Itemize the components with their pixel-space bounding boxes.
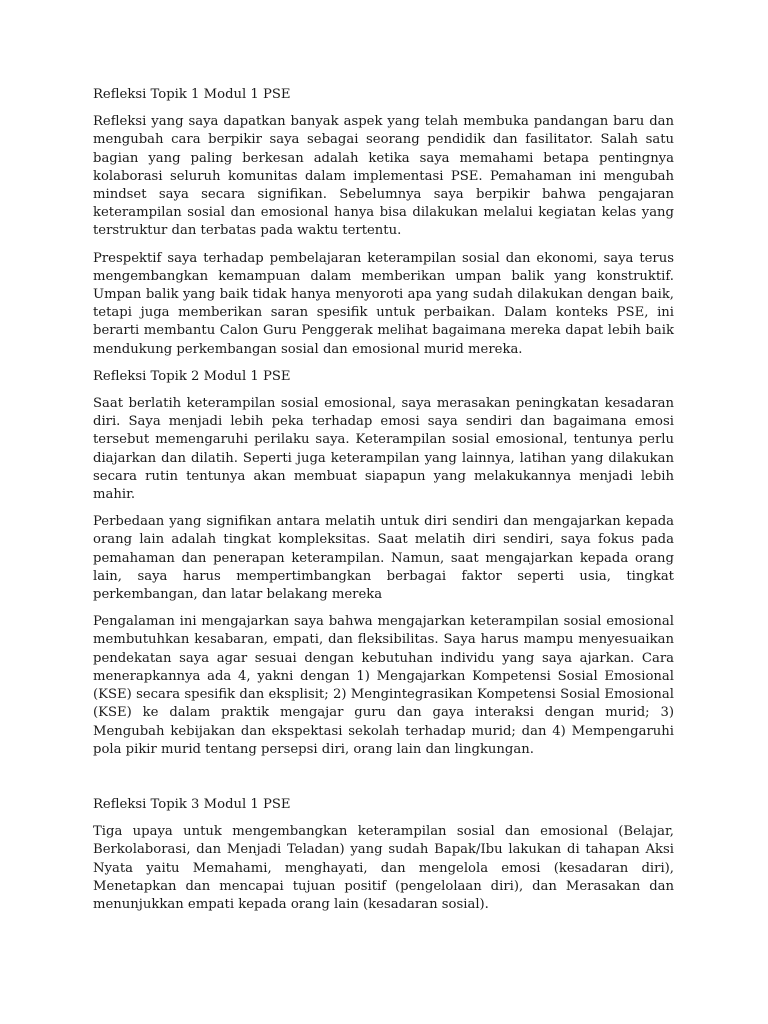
paragraph: Perbedaan yang signifikan antara melatih untuk diri sendiri dan mengajarkan kepada orang lain adalah tingkat kompleksitas. Saat melatih diri sendiri, saya fokus pada pemahaman dan penerapan keterampilan. Namun, saat mengajarkan kepada orang lain, saya harus mempertimbangkan berbagai faktor seperti usia, tingkat perkembangan, dan latar belakang mereka [93, 514, 674, 603]
document-page [93, 86, 674, 923]
section-heading-topik-2: Refleksi Topik 2 Modul 1 PSE [93, 368, 291, 384]
paragraph: Pengalaman ini mengajarkan saya bahwa mengajarkan keterampilan sosial emosional membutuhkan kesabaran, empati, dan fleksibilitas. Saya harus mampu menyesuaikan pendekatan saya agar sesuai dengan kebutuhan individu yang saya ajarkan. Cara menerapkannya ada 4, yakni dengan 1) Mengajarkan Kompetensi Sosial Emosional (KSE) secara spesifik dan eksplisit; 2) Mengintegrasikan Kompetensi Sosial Emosional (KSE) ke dalam praktik mengajar guru dan gaya interaksi dengan murid; 3) Mengubah kebijakan dan ekspektasi sekolah terhadap murid; dan 4) Mempengaruhi pola pikir murid tentang persepsi diri, orang lain dan lingkungan. [93, 614, 674, 757]
blank-line [93, 768, 674, 796]
section-heading-topik-3: Refleksi Topik 3 Modul 1 PSE [93, 796, 291, 812]
paragraph: Prespektif saya terhadap pembelajaran keterampilan sosial dan ekonomi, saya terus mengembangkan kemampuan dalam memberikan umpan balik yang konstruktif. Umpan balik yang baik tidak hanya menyoroti apa yang sudah dilakukan dengan baik, tetapi juga memberikan saran spesifik untuk perbaikan. Dalam konteks PSE, ini berarti membantu Calon Guru Penggerak melihat bagaimana mereka dapat lebih baik mendukung perkembangan sosial dan emosional murid mereka. [93, 250, 674, 357]
paragraph: Tiga upaya untuk mengembangkan keterampilan sosial dan emosional (Belajar, Berkolaborasi, dan Menjadi Teladan) yang sudah Bapak/Ibu lakukan di tahapan Aksi Nyata yaitu Memahami, menghayati, dan mengelola emosi (kesadaran diri), Menetapkan dan mencapai tujuan positif (pengelolaan diri), dan Merasakan dan menunjukkan empati kepada orang lain (kesadaran sosial). [93, 824, 674, 912]
paragraph: Saat berlatih keterampilan sosial emosional, saya merasakan peningkatan kesadaran diri. Saya menjadi lebih peka terhadap emosi saya sendiri dan bagaimana emosi tersebut memengaruhi perilaku saya. Keterampilan sosial emosional, tentunya perlu diajarkan dan dilatih. Seperti juga keterampilan yang lainnya, latihan yang dilakukan secara rutin tentunya akan membuat siapapun yang melakukannya menjadi lebih mahir. [93, 396, 674, 503]
paragraph: Refleksi yang saya dapatkan banyak aspek yang telah membuka pandangan baru dan mengubah cara berpikir saya sebagai seorang pendidik dan fasilitator. Salah satu bagian yang paling berkesan adalah ketika saya memahami betapa pentingnya kolaborasi seluruh komunitas dalam implementasi PSE. Pemahaman ini mengubah mindset saya secara signifikan. Sebelumnya saya berpikir bahwa pengajaran keterampilan sosial dan emosional hanya bisa dilakukan melalui kegiatan kelas yang terstruktur dan terbatas pada waktu tertentu. [93, 114, 674, 239]
section-heading-topik-1: Refleksi Topik 1 Modul 1 PSE [93, 87, 291, 102]
